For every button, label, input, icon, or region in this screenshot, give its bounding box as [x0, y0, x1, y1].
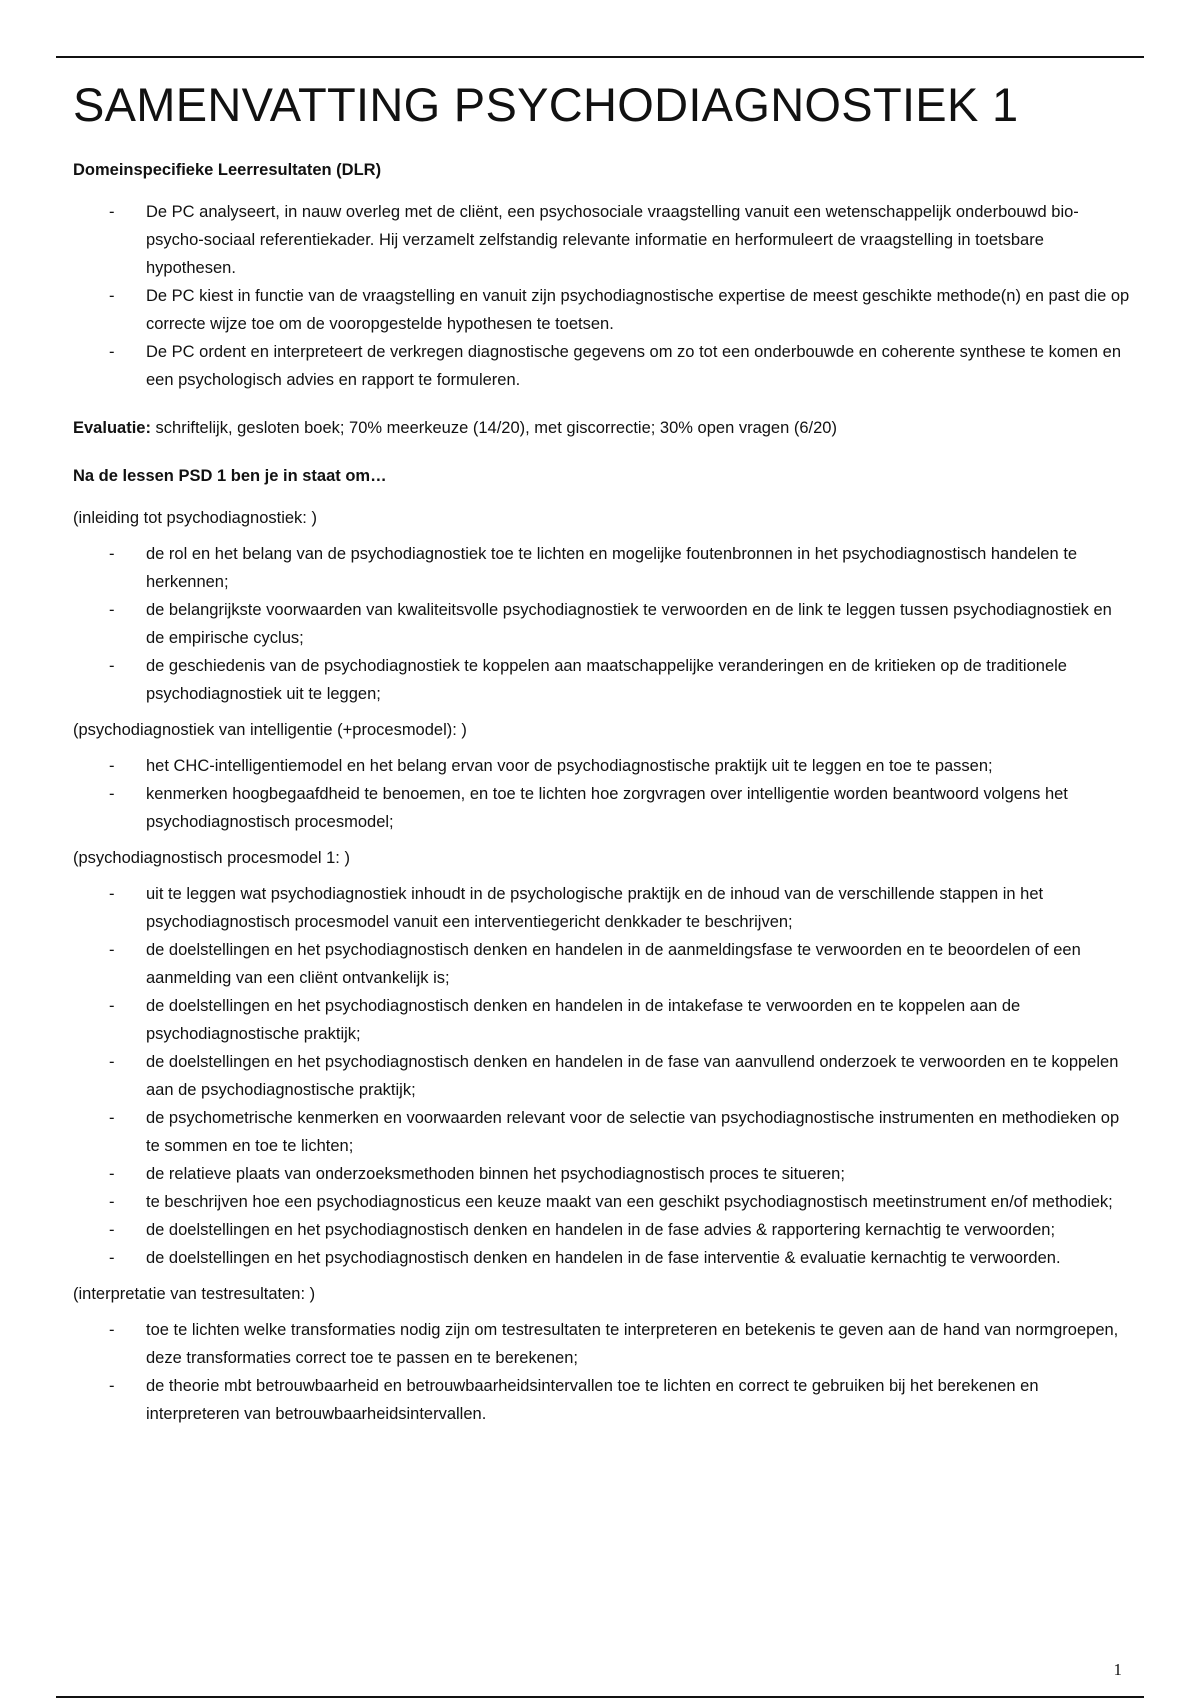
- list-item: [73, 338, 1133, 394]
- list-item-text: de theorie mbt betrouwbaarheid en betrouwbaarheidsintervallen toe te lichten en correct te gebruiken bij het berekenen en interpreteren van betrouwbaarheidsintervallen.: [146, 1377, 1039, 1423]
- group-list-testresultaten: [73, 1316, 1133, 1428]
- list-item: [73, 780, 1133, 836]
- evaluation-text: schriftelijk, gesloten boek; 70% meerkeuze (14/20), met giscorrectie; 30% open vragen (6/20): [150, 419, 837, 437]
- list-item-text: de rol en het belang van de psychodiagnostiek toe te lichten en mogelijke foutenbronnen in het psychodiagnostisch handelen te herkennen;: [146, 545, 1078, 591]
- dash-bullet: -: [109, 1221, 115, 1239]
- dash-bullet: -: [109, 545, 115, 563]
- list-item: [73, 1316, 1133, 1372]
- dash-bullet: -: [109, 997, 115, 1015]
- list-item-text: De PC kiest in functie van de vraagstelling en vanuit zijn psychodiagnostische expertise de meest geschikte methode(n) en past die op correcte wijze toe om de vooropgestelde hypothesen te toetsen.: [146, 287, 1130, 333]
- dash-bullet: -: [109, 203, 115, 221]
- dash-bullet: -: [109, 785, 115, 803]
- page-number: 1: [1113, 1660, 1122, 1679]
- document-body: [73, 76, 1133, 1436]
- outcomes-heading: Na de lessen PSD 1 ben je in staat om…: [73, 467, 387, 485]
- dash-bullet: -: [109, 343, 115, 361]
- group-label-testresultaten: (interpretatie van testresultaten: ): [73, 1285, 316, 1303]
- dash-bullet: -: [109, 1377, 115, 1395]
- list-item-text: het CHC-intelligentiemodel en het belang ervan voor de psychodiagnostische praktijk uit te leggen en toe te passen;: [146, 757, 993, 775]
- list-item: [73, 1048, 1133, 1104]
- dash-bullet: -: [109, 757, 115, 775]
- list-item-text: De PC ordent en interpreteert de verkregen diagnostische gegevens om zo tot een onderbouwde en coherente synthese te komen en een psychologisch advies en rapport te formuleren.: [146, 343, 1122, 389]
- dash-bullet: -: [109, 287, 115, 305]
- page-title: SAMENVATTING PSYCHODIAGNOSTIEK 1: [73, 78, 1019, 131]
- list-item-text: kenmerken hoogbegaafdheid te benoemen, en toe te lichten hoe zorgvragen over intelligentie worden beantwoord volgens het psychodiagnostisch procesmodel;: [146, 785, 1068, 831]
- group-label-procesmodel: (psychodiagnostisch procesmodel 1: ): [73, 849, 350, 867]
- list-item: [73, 1216, 1133, 1244]
- dash-bullet: -: [109, 1053, 115, 1071]
- group-list-inleiding: [73, 540, 1133, 708]
- group-list-procesmodel: [73, 880, 1133, 1272]
- dlr-heading: Domeinspecifieke Leerresultaten (DLR): [73, 161, 382, 179]
- list-item: [73, 652, 1133, 708]
- dash-bullet: -: [109, 1165, 115, 1183]
- dash-bullet: -: [109, 657, 115, 675]
- list-item-text: toe te lichten welke transformaties nodig zijn om testresultaten te interpreteren en betekenis te geven aan de hand van normgroepen, deze transformaties correct toe te passen en te berekenen;: [146, 1321, 1119, 1367]
- top-rule: [56, 56, 1144, 58]
- group-label-intelligentie: (psychodiagnostiek van intelligentie (+procesmodel): ): [73, 721, 467, 739]
- dash-bullet: -: [109, 1249, 115, 1267]
- list-item: [73, 752, 1133, 780]
- list-item: [73, 282, 1133, 338]
- list-item-text: de doelstellingen en het psychodiagnostisch denken en handelen in de aanmeldingsfase te verwoorden en te beoordelen of een aanmelding van een cliënt ontvankelijk is;: [146, 941, 1081, 987]
- list-item: [73, 880, 1133, 936]
- list-item-text: de geschiedenis van de psychodiagnostiek te koppelen aan maatschappelijke veranderingen en de kritieken op de traditionele psychodiagnostiek uit te leggen;: [146, 657, 1067, 703]
- list-item: [73, 596, 1133, 652]
- list-item: [73, 936, 1133, 992]
- list-item: [73, 540, 1133, 596]
- evaluation-label: Evaluatie:: [73, 419, 151, 437]
- dash-bullet: -: [109, 601, 115, 619]
- list-item-text: De PC analyseert, in nauw overleg met de cliënt, een psychosociale vraagstelling vanuit een wetenschappelijk onderbouwd bio-psycho-sociaal referentiekader. Hij verzamelt zelfstandig relevante informatie en herformuleert de vraagstelling in toetsbare hypothesen.: [146, 203, 1079, 277]
- list-item-text: de doelstellingen en het psychodiagnostisch denken en handelen in de fase advies & rapportering kernachtig te verwoorden;: [146, 1221, 1056, 1239]
- list-item-text: de doelstellingen en het psychodiagnostisch denken en handelen in de fase interventie & evaluatie kernachtig te verwoorden.: [146, 1249, 1061, 1267]
- list-item: [73, 1244, 1133, 1272]
- list-item: [73, 198, 1133, 282]
- list-item-text: de doelstellingen en het psychodiagnostisch denken en handelen in de intakefase te verwoorden en te koppelen aan de psychodiagnostische praktijk;: [146, 997, 1021, 1043]
- list-item-text: de relatieve plaats van onderzoeksmethoden binnen het psychodiagnostisch proces te situeren;: [146, 1165, 845, 1183]
- dash-bullet: -: [109, 1193, 115, 1211]
- list-item-text: de doelstellingen en het psychodiagnostisch denken en handelen in de fase van aanvullend onderzoek te verwoorden en te koppelen aan de psychodiagnostische praktijk;: [146, 1053, 1119, 1099]
- list-item: [73, 1160, 1133, 1188]
- evaluation-paragraph: [73, 414, 1133, 442]
- bottom-rule: [56, 1696, 1144, 1698]
- list-item: [73, 992, 1133, 1048]
- list-item-text: te beschrijven hoe een psychodiagnosticus een keuze maakt van een geschikt psychodiagnostisch meetinstrument en/of methodiek;: [146, 1193, 1113, 1211]
- dash-bullet: -: [109, 885, 115, 903]
- dash-bullet: -: [109, 1321, 115, 1339]
- dash-bullet: -: [109, 941, 115, 959]
- group-label-inleiding: (inleiding tot psychodiagnostiek: ): [73, 509, 317, 527]
- list-item: [73, 1188, 1133, 1216]
- list-item-text: uit te leggen wat psychodiagnostiek inhoudt in de psychologische praktijk en de inhoud van de verschillende stappen in het psychodiagnostisch procesmodel vanuit een interventiegericht denkkader te beschrijven;: [146, 885, 1044, 931]
- list-item-text: de psychometrische kenmerken en voorwaarden relevant voor de selectie van psychodiagnostische instrumenten en methodieken op te sommen en toe te lichten;: [146, 1109, 1120, 1155]
- list-item-text: de belangrijkste voorwaarden van kwaliteitsvolle psychodiagnostiek te verwoorden en de link te leggen tussen psychodiagnostiek en de empirische cyclus;: [146, 601, 1112, 647]
- list-item: [73, 1372, 1133, 1428]
- group-list-intelligentie: [73, 752, 1133, 836]
- list-item: [73, 1104, 1133, 1160]
- dash-bullet: -: [109, 1109, 115, 1127]
- dlr-list: [73, 198, 1133, 394]
